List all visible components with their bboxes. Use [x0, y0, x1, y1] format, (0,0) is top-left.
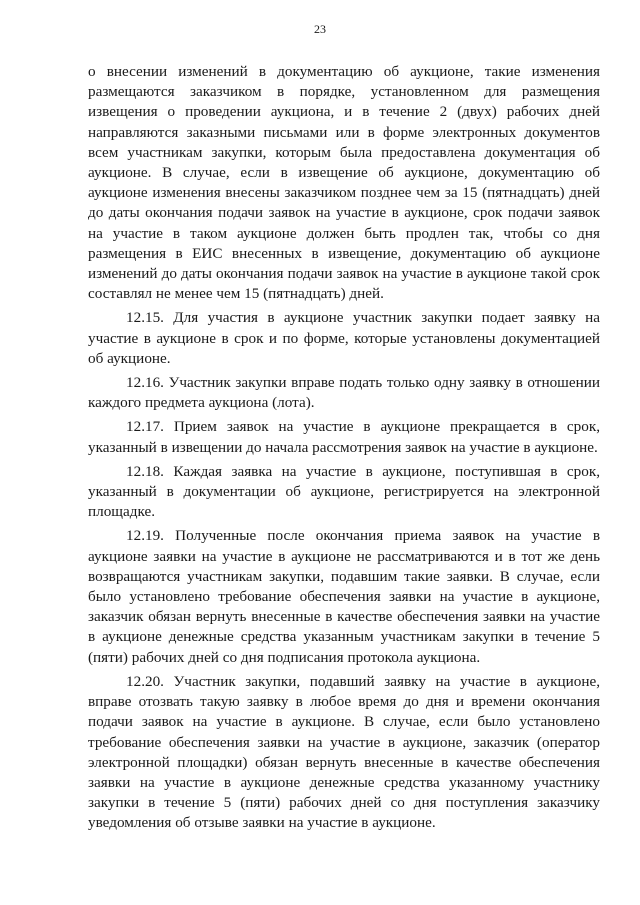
- document-body: [88, 62, 600, 838]
- paragraph-12-18: 12.18. Каждая заявка на участие в аукционе, поступившая в срок, указанный в документации об аукционе, регистрируется на электронной площадке.: [88, 462, 600, 521]
- paragraph-12-20: 12.20. Участник закупки, подавший заявку на участие в аукционе, вправе отозвать такую заявку в любое время до дня и времени окончания подачи заявок на участие в аукционе. В случае, если было установлено требование обеспечения заявки на участие в аукционе, заказчик (оператор электронной площадки) обязан вернуть внесенные в качестве обеспечения заявки на участие в аукционе денежные средства указанному участнику закупки в течение 5 (пяти) рабочих дней со дня поступления заказчику уведомления об отзыве заявки на участие в аукционе.: [88, 672, 600, 832]
- paragraph-12-15: 12.15. Для участия в аукционе участник закупки подает заявку на участие в аукционе в срок и по форме, которые установлены документацией об аукционе.: [88, 309, 600, 367]
- page-number: 23: [314, 22, 326, 36]
- paragraph-12-16: 12.16. Участник закупки вправе подать только одну заявку в отношении каждого предмета аукциона (лота).: [88, 374, 600, 412]
- paragraph-12-19: 12.19. Полученные после окончания приема заявок на участие в аукционе заявки на участие в аукционе не рассматриваются и в тот же день возвращаются участникам закупки, подавшим такие заявки. В случае, если было установлено требование обеспечения заявки на участие в аукционе, заказчик обязан вернуть внесенные в качестве обеспечения заявки на участие в аукционе денежные средства указанным участникам закупки в течение 5 (пяти) рабочих дней со дня подписания протокола аукциона.: [88, 527, 600, 666]
- paragraph-12-17: 12.17. Прием заявок на участие в аукционе прекращается в срок, указанный в извещении до начала рассмотрения заявок на участие в аукционе.: [88, 418, 600, 456]
- paragraph-continued: о внесении изменений в документацию об аукционе, такие изменения размещаются заказчиком в порядке, установленном для размещения извещения о проведении аукциона, и в течение 2 (двух) рабочих дней направляются заказными письмами или в форме электронных документов всем участникам закупки, которым была предоставлена документация об аукционе. В случае, если в извещение об аукционе, документацию об аукционе изменения внесены заказчиком позднее чем за 15 (пятнадцать) дней до даты окончания подачи заявок на участие в аукционе, срок подачи заявок на участие в таком аукционе должен быть продлен так, чтобы со дня размещения в ЕИС внесенных в извещение, документацию об аукционе изменений до даты окончания подачи заявок на участие в аукционе такой срок составлял не менее чем 15 (пятнадцать) дней.: [88, 63, 600, 303]
